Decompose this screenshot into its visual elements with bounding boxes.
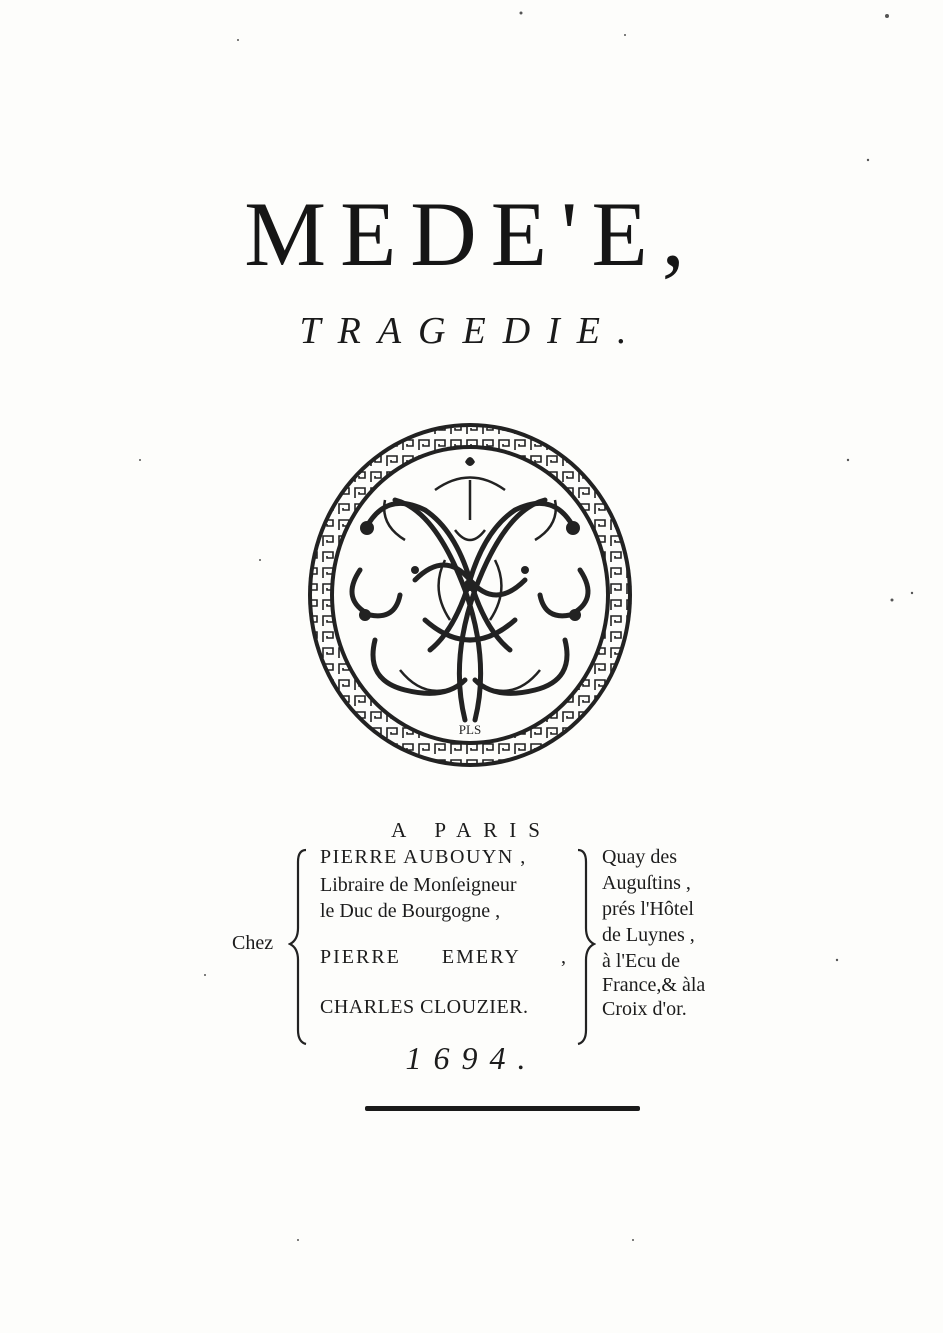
imprint-city: A PARIS <box>391 818 552 842</box>
address-line: à l'Ecu de <box>602 950 681 972</box>
address-line: France,& àla <box>602 974 706 996</box>
address-line: Auguſtins , <box>602 872 691 894</box>
closing-rule <box>365 1106 640 1111</box>
right-brace-icon <box>574 848 596 1048</box>
page-title: MEDE'E, <box>244 183 699 285</box>
address-line: de Luynes , <box>602 924 695 946</box>
publication-year: 1694. <box>405 1040 538 1076</box>
printer-title-2: le Duc de Bourgogne , <box>320 900 501 922</box>
monogram-emblem <box>305 420 635 770</box>
imprint-chez: Chez <box>232 932 274 954</box>
address-line: Croix d'or. <box>602 998 687 1020</box>
printer-name-2: PIERRE EMERY , <box>320 946 569 968</box>
printer-title: Libraire de Monſeigneur <box>320 874 517 896</box>
printer-name-3: CHARLES CLOUZIER. <box>320 996 529 1018</box>
address-line: Quay des <box>602 846 677 868</box>
left-brace-icon <box>288 848 310 1048</box>
printer-name-1: PIERRE AUBOUYN , <box>320 846 527 868</box>
subtitle: TRAGEDIE. <box>299 310 644 352</box>
address-line: prés l'Hôtel <box>602 898 694 920</box>
engraver-initials: PLS <box>458 722 482 737</box>
